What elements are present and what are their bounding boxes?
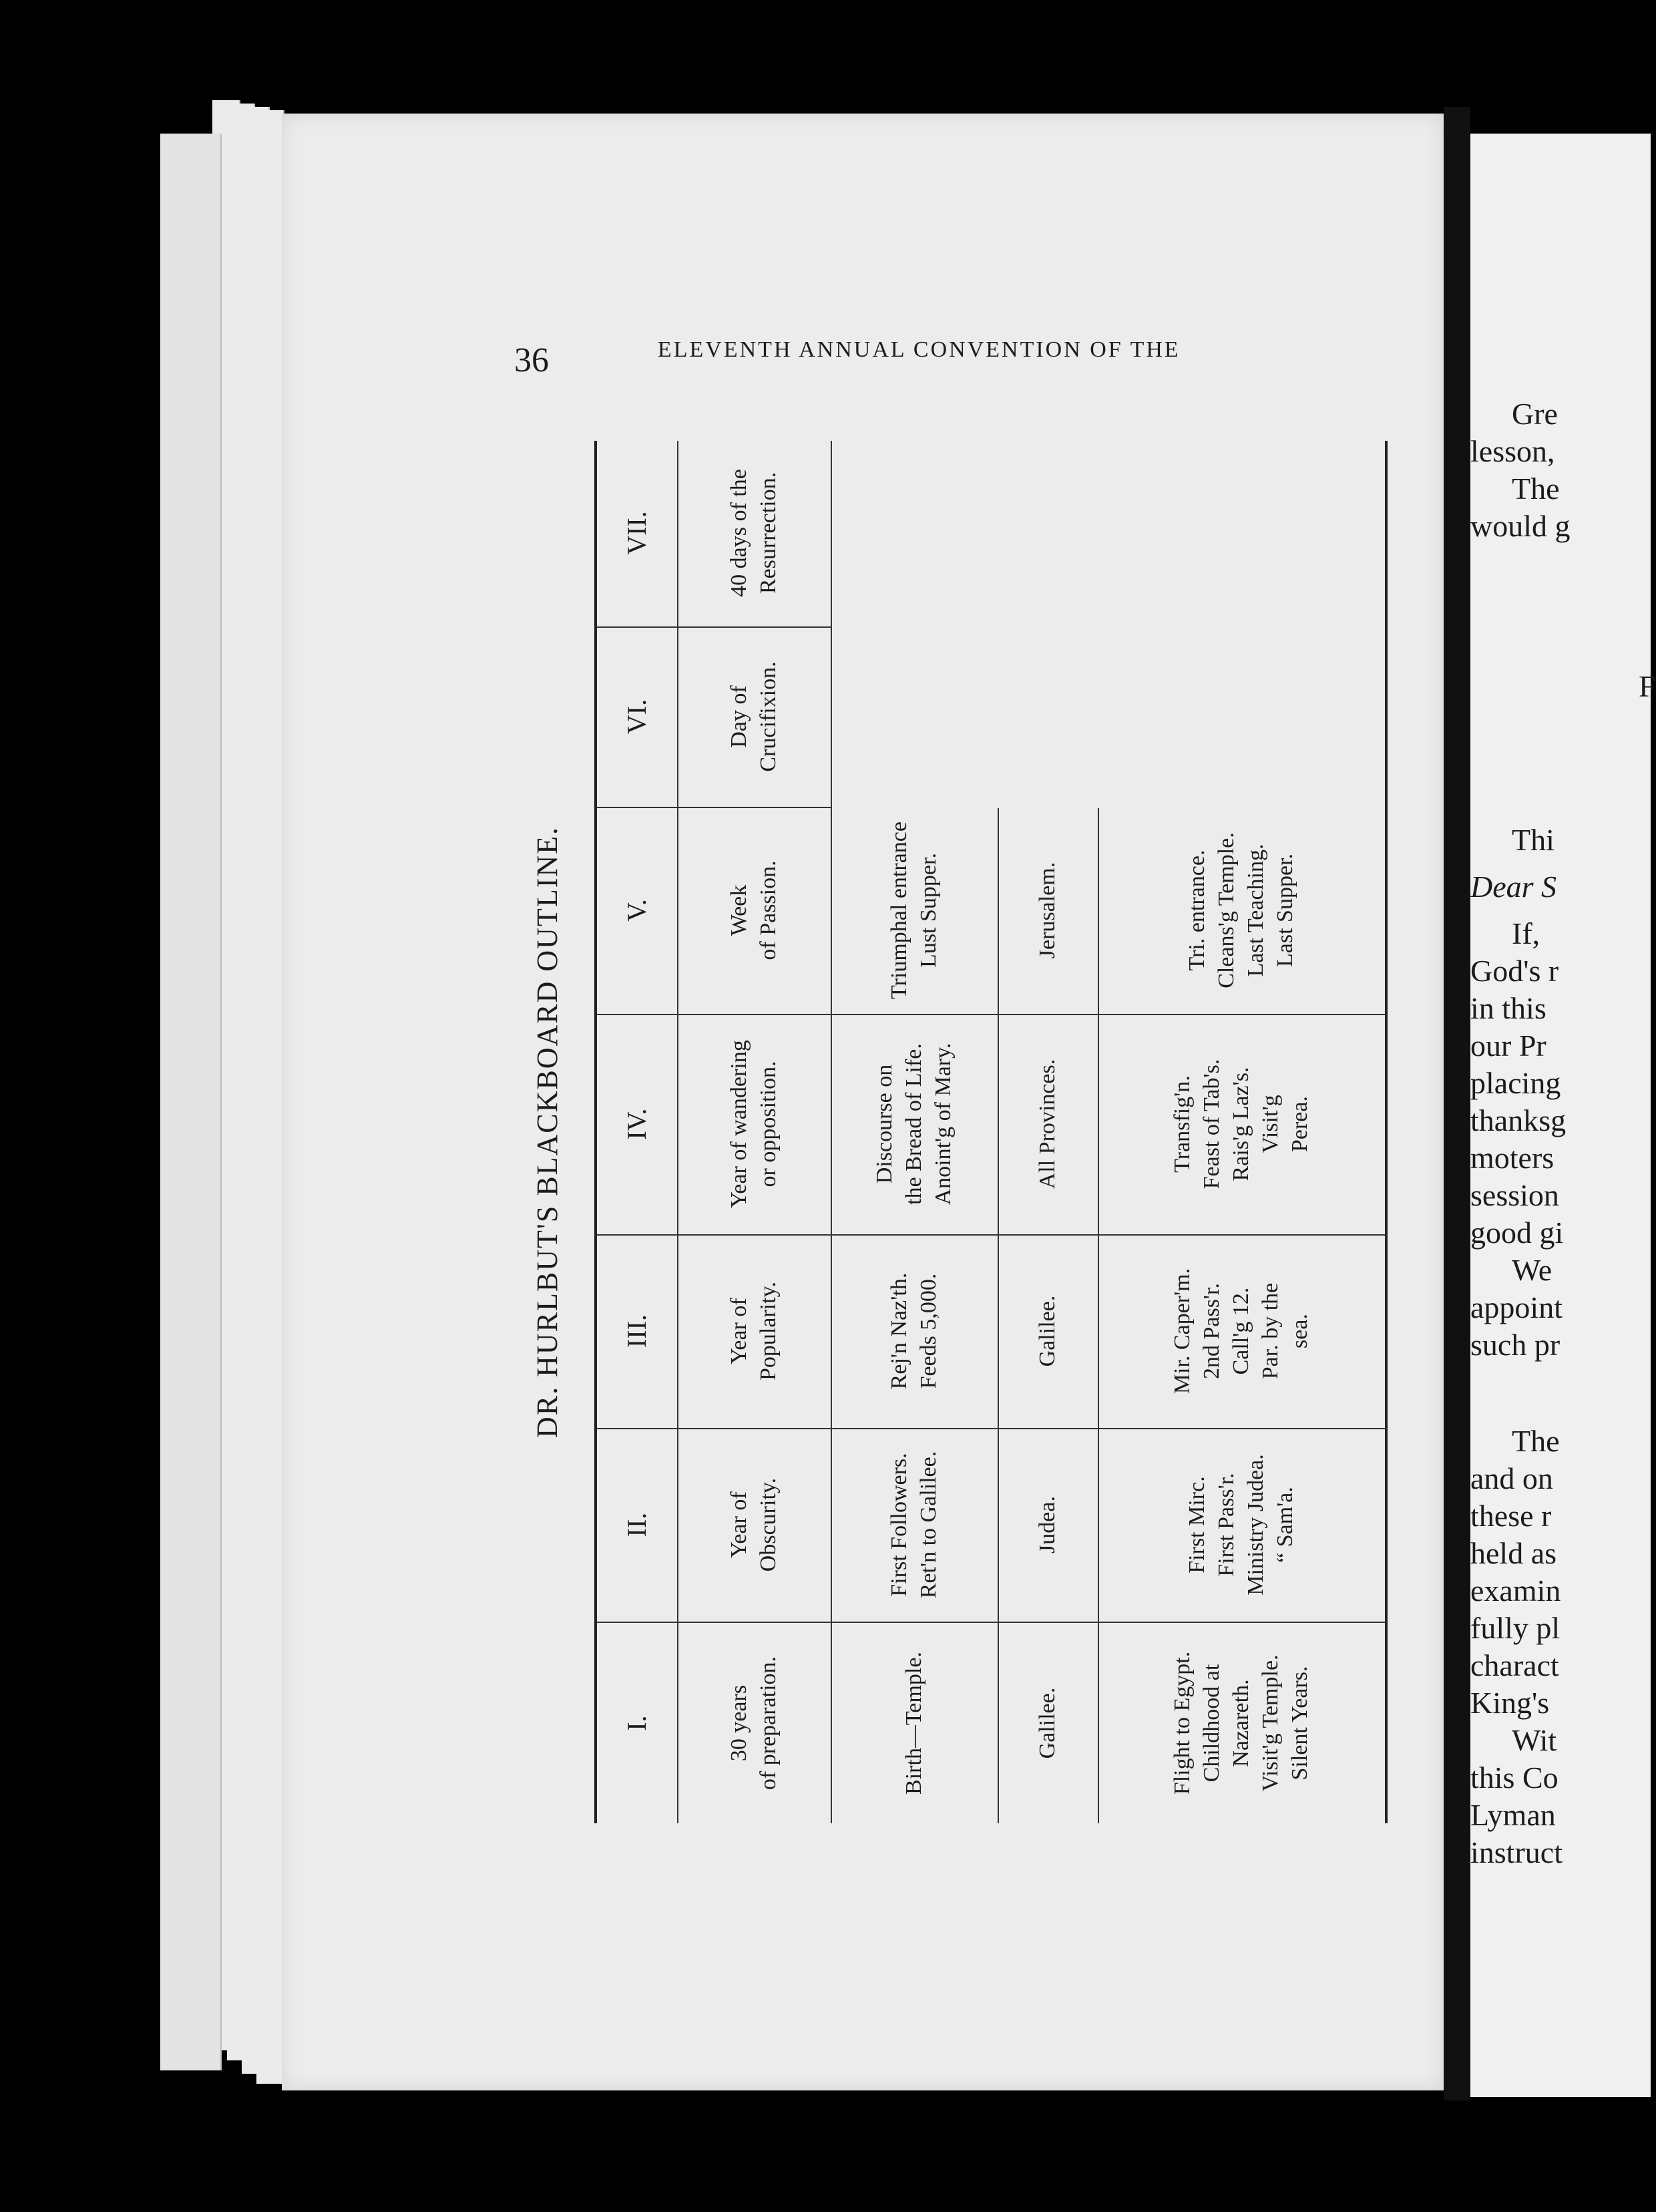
column-number: IV. <box>622 1108 652 1140</box>
text-line: The <box>1512 1424 1560 1458</box>
text-line: fully pl <box>1470 1611 1561 1645</box>
text-line: F <box>1639 669 1656 703</box>
column-1 <box>597 1623 1385 1823</box>
province-cell: Galilee. <box>1035 1295 1060 1367</box>
column-number: VI. <box>622 699 652 735</box>
column-number: V. <box>622 899 652 922</box>
column-number: II. <box>622 1512 652 1537</box>
text-line: placing <box>1470 1066 1561 1100</box>
text-line: King's <box>1470 1686 1550 1720</box>
period-cell: Week of Passion. <box>727 860 781 960</box>
text-line: examin <box>1470 1574 1561 1608</box>
page-edge <box>256 110 284 2084</box>
row-rule <box>677 441 678 1823</box>
province-cell: All Provinces. <box>1035 1059 1060 1189</box>
events-cell: First Followers. Ret'n to Galilee. <box>887 1451 941 1599</box>
column-6 <box>597 626 831 808</box>
column-3 <box>597 1234 1385 1429</box>
events-cell: Rej'n Naz'th. Feeds 5,000. <box>887 1272 941 1390</box>
text-line: our Pr <box>1470 1029 1546 1063</box>
period-cell: 40 days of the Resurrection. <box>727 469 781 597</box>
salutation-line: Dear S <box>1470 870 1557 904</box>
running-head: ELEVENTH ANNUAL CONVENTION OF THE <box>658 337 1181 362</box>
text-line: such pr <box>1470 1328 1561 1362</box>
text-line: and on <box>1470 1461 1553 1495</box>
column-7 <box>597 439 831 628</box>
outline-table <box>594 441 1388 1823</box>
period-cell: 30 years of preparation. <box>727 1656 781 1791</box>
column-number: VII. <box>622 511 652 555</box>
text-line: Lyman <box>1470 1798 1556 1832</box>
text-line: Thi <box>1512 823 1555 857</box>
outline-title: DR. HURLBUT'S BLACKBOARD OUTLINE. <box>531 825 564 1439</box>
period-cell: Day of Crucifixion. <box>727 661 781 772</box>
text-line: charact <box>1470 1648 1559 1682</box>
province-cell: Judea. <box>1035 1496 1060 1553</box>
text-line: Gre <box>1512 397 1558 431</box>
events-cell: Triumphal entrance Lust Supper. <box>887 821 941 999</box>
column-2 <box>597 1428 1385 1623</box>
right-page <box>1470 134 1656 2097</box>
text-line: in this <box>1470 991 1546 1025</box>
text-line: The <box>1512 472 1560 506</box>
details-cell: Flight to Egypt. Childhood at Nazareth. Visit'g Temple. Silent Years. <box>1170 1651 1312 1795</box>
text-line: would g <box>1470 509 1571 543</box>
text-line: Wit <box>1512 1723 1557 1757</box>
events-cell: Birth—Temple. <box>901 1652 926 1795</box>
page-number: 36 <box>514 341 549 379</box>
text-line: instruct <box>1470 1835 1563 1869</box>
row-rule <box>831 441 832 1823</box>
column-number: III. <box>622 1314 652 1348</box>
details-cell: Tri. entrance. Cleans'g Temple. Last Teaching. Last Supper. <box>1185 832 1297 988</box>
text-line: good gi <box>1470 1216 1564 1250</box>
period-cell: Year of Popularity. <box>727 1282 781 1380</box>
text-line: held as <box>1470 1536 1557 1570</box>
text-line: moters <box>1470 1141 1555 1175</box>
text-line: session <box>1470 1178 1559 1212</box>
text-line: lesson, <box>1470 434 1555 468</box>
book-gutter <box>1444 107 1470 2100</box>
text-line: God's r <box>1470 954 1559 988</box>
row-rule <box>998 808 999 1823</box>
details-cell: First Mirc. First Pass'r. Ministry Judea. “ Sam'a. <box>1185 1454 1297 1596</box>
blackboard-outline <box>521 441 1389 1823</box>
province-cell: Galilee. <box>1035 1687 1060 1759</box>
details-cell: Mir. Caper'm. 2nd Pass'r. Call'g 12. Par. by the sea. <box>1170 1268 1312 1395</box>
column-4 <box>597 1014 1385 1236</box>
page-edge <box>160 134 222 2070</box>
province-cell: Jerusalem. <box>1035 862 1060 959</box>
period-cell: Year of Obscurity. <box>727 1477 781 1572</box>
text-line: thanksg <box>1470 1103 1567 1137</box>
text-line: If, <box>1512 916 1540 950</box>
text-line: this Co <box>1470 1761 1559 1795</box>
text-line: these r <box>1470 1499 1552 1533</box>
row-rule <box>1098 808 1099 1823</box>
text-line: We <box>1512 1253 1552 1287</box>
details-cell: Transfig'n. Feast of Tab's. Rais'g Laz's. Visit'g Perea. <box>1170 1059 1312 1189</box>
events-cell: Discourse on the Bread of Life. Anoint'g of Mary. <box>872 1043 956 1206</box>
period-cell: Year of wandering or opposition. <box>727 1040 781 1208</box>
column-number: I. <box>622 1715 652 1731</box>
text-line: appoint <box>1470 1290 1563 1324</box>
column-5 <box>597 807 1385 1015</box>
